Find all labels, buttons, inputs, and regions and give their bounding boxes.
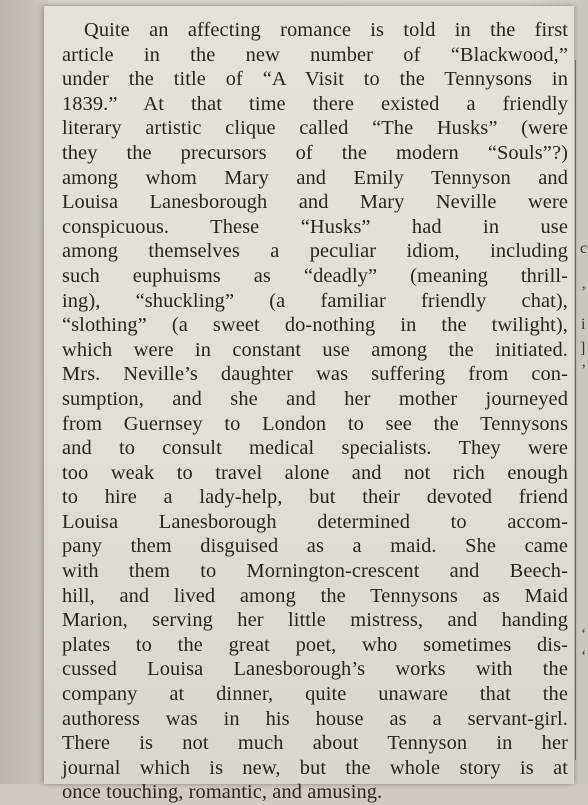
edge-fragment: c — [580, 240, 588, 257]
edge-fragment: ] — [580, 340, 586, 357]
article-line: 1839.” At that time there existed a friendly — [62, 92, 568, 115]
article-line: under the title of “A Visit to the Tennysons in — [62, 68, 568, 91]
article-line: to hire a lady-help, but their devoted friend — [62, 486, 568, 509]
edge-fragment: ’ — [581, 284, 587, 301]
article-line: authoress was in his house as a servant-girl. — [62, 707, 568, 730]
article-line: company at dinner, quite unaware that the — [62, 683, 568, 706]
edge-fragment: i — [581, 316, 586, 333]
edge-fragment: ’ — [581, 362, 587, 379]
article-line: such euphuisms as “deadly” (meaning thrill- — [62, 264, 568, 287]
article-line: article in the new number of “Blackwood,” — [62, 43, 568, 66]
article-line: Louisa Lanesborough and Mary Neville were — [62, 191, 568, 214]
article-line: journal which is new, but the whole story is at — [62, 756, 568, 779]
edge-fragment: ‘ — [581, 648, 587, 665]
article-line: pany them disguised as a maid. She came — [62, 535, 568, 558]
article-line: too weak to travel alone and not rich enough — [62, 461, 568, 484]
article-line: conspicuous. These “Husks” had in use — [62, 215, 568, 238]
article-line: from Guernsey to London to see the Tennysons — [62, 412, 568, 435]
article-text — [62, 18, 568, 805]
article-line: There is not much about Tennyson in her — [62, 732, 568, 755]
article-line: cussed Louisa Lanesborough’s works with the — [62, 658, 568, 681]
article-line: Quite an affecting romance is told in the first — [84, 19, 568, 41]
article-line: Louisa Lanesborough determined to accom- — [62, 510, 568, 533]
article-line: among whom Mary and Emily Tennyson and — [62, 166, 568, 189]
article-line: literary artistic clique called “The Husks” (were — [62, 117, 568, 140]
article-line: once touching, romantic, and amusing. — [62, 781, 383, 804]
article-line: which were in constant use among the initiated. — [62, 338, 568, 361]
article-line: sumption, and she and her mother journeyed — [62, 387, 568, 410]
column-rule — [575, 60, 576, 760]
article-line: with them to Mornington-crescent and Beech- — [62, 560, 568, 583]
article-line: among themselves a peculiar idiom, including — [62, 240, 568, 263]
edge-fragment: ‘ — [581, 626, 587, 643]
article-line: they the precursors of the modern “Souls”?) — [62, 141, 568, 164]
article-line: hill, and lived among the Tennysons as Maid — [62, 584, 568, 607]
article-line: plates to the great poet, who sometimes dis- — [62, 633, 568, 656]
article-line: and to consult medical specialists. They were — [62, 437, 568, 460]
article-line: Mrs. Neville’s daughter was suffering from con- — [62, 363, 568, 386]
article-line: Marion, serving her little mistress, and handing — [62, 609, 568, 632]
article-line: ing), “shuckling” (a familiar friendly chat), — [62, 289, 568, 312]
backing-paper — [0, 0, 48, 784]
article-line: “slothing” (a sweet do-nothing in the twilight), — [62, 314, 568, 337]
